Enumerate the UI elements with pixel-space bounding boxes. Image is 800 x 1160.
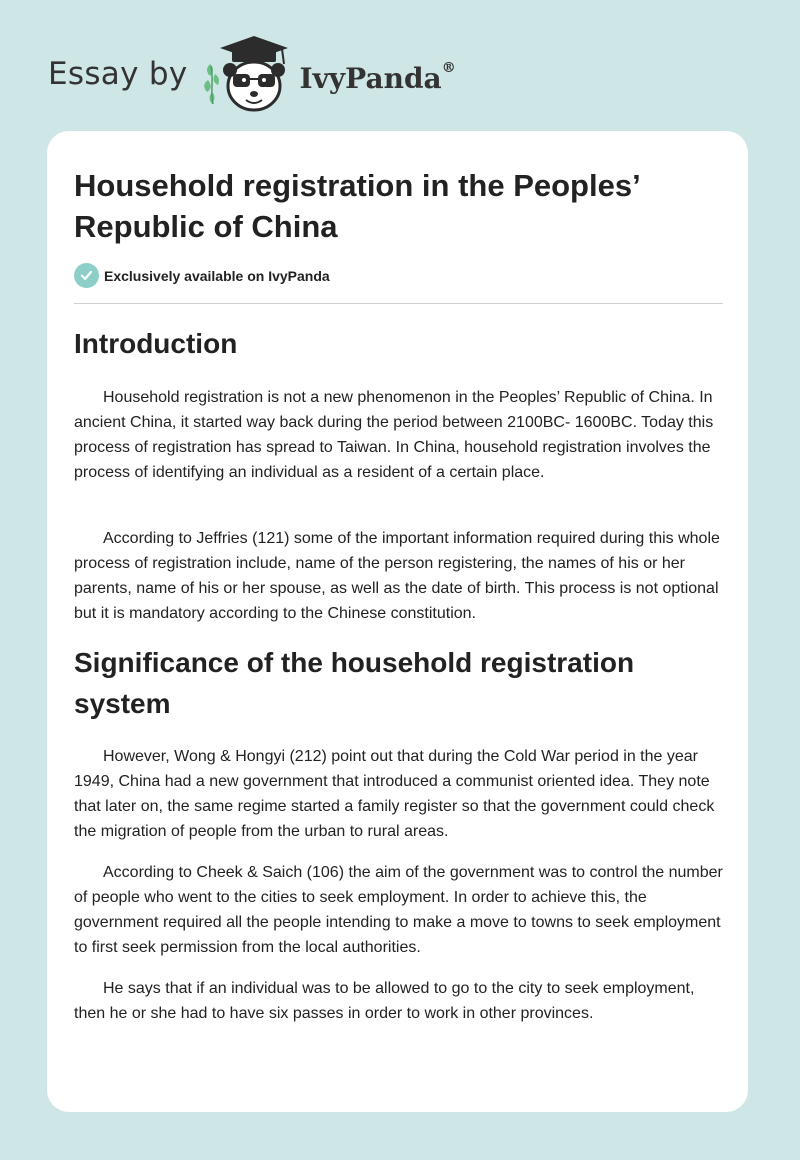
- panda-logo-icon[interactable]: [202, 34, 298, 114]
- paragraph: According to Cheek & Saich (106) the aim of the government was to control the number of people who went to the cities to seek employment. In order to achieve this, the government required all the people intending to make a move to towns to seek employment to first seek permission from the local authorities.: [74, 864, 723, 956]
- paragraph: He says that if an individual was to be allowed to go to the city to seek employment, then he or she had to have six passes in order to work in other provinces.: [74, 980, 695, 1022]
- essay-card: [47, 131, 748, 1112]
- exclusive-label: Exclusively available on IvyPanda: [104, 267, 330, 284]
- paragraph: However, Wong & Hongyi (212) point out that during the Cold War period in the year 1949, China had a new government that introduced a communist oriented idea. They note that later on, the same regime started a family register so that the government could check the migration of people from the urban to rural areas.: [74, 748, 715, 840]
- registered-mark: ®: [441, 59, 456, 76]
- paragraph: According to Jeffries (121) some of the important information required during this whole process of registration include, name of the person registering, the names of his or her parents, name of his or her spouse, as well as the date of birth. This process is not optional but it is mandatory according to the Chinese constitution.: [74, 530, 720, 622]
- exclusive-badge: [74, 263, 330, 288]
- essay-by-label: Essay by: [48, 56, 188, 92]
- brand-name[interactable]: IvyPanda®: [299, 59, 456, 95]
- check-icon: [74, 263, 99, 288]
- section-heading-significance: Significance of the household registration system: [74, 647, 635, 719]
- site-header: [48, 34, 456, 114]
- paragraph: Household registration is not a new phenomenon in the Peoples’ Republic of China. In ancient China, it started way back during the period between 2100BC- 1600BC. Today this process of registration has spread to Taiwan. In China, household registration involves the process of identifying an individual as a resident of a certain place.: [74, 389, 714, 481]
- section-heading-introduction: Introduction: [74, 328, 238, 359]
- divider: [74, 303, 723, 304]
- essay-title: Household registration in the Peoples’ Republic of China: [74, 168, 639, 244]
